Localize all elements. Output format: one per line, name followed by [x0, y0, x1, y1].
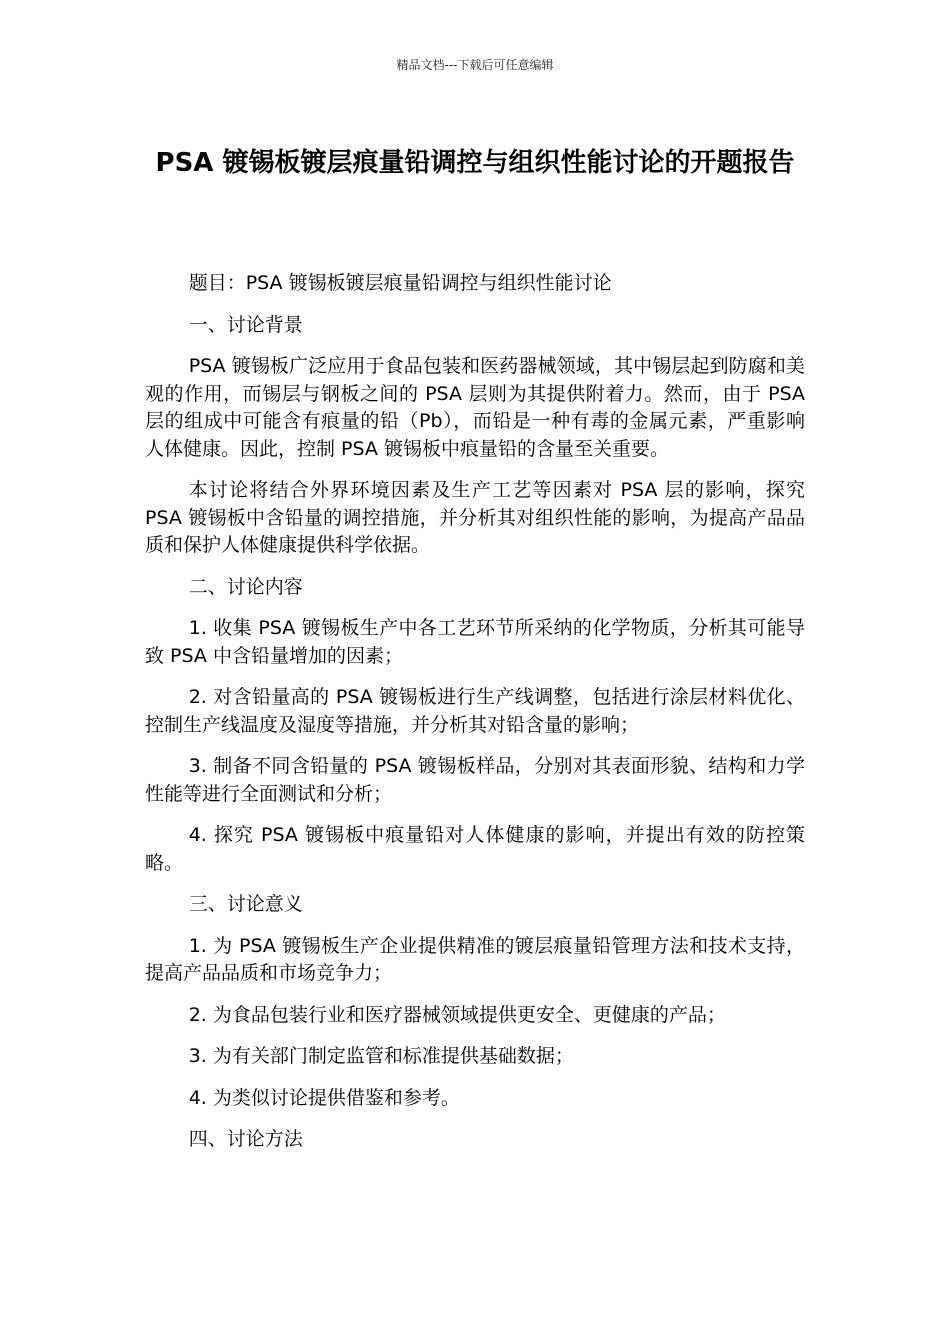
topic-line: 题目：PSA 镀锡板镀层痕量铅调控与组织性能讨论 [188, 272, 612, 294]
section-heading-content: 二、讨论内容 [188, 575, 303, 598]
section-heading-methods: 四、讨论方法 [188, 1128, 303, 1150]
background-paragraph-2: 本讨论将结合外界环境因素及生产工艺等因素对 PSA 层的影响，探究 PSA 镀锡板中含铅量的调控措施，并分析其对组织性能的影响，为提高产品品质和保护人体健康提供科学依据。 [145, 479, 805, 556]
content-item-2: 2. 对含铅量高的 PSA 镀锡板进行生产线调整，包括进行涂层材料优化、控制生产线温度及湿度等措施，并分析其对铅含量的影响； [145, 686, 805, 736]
page-header-note: 精品文档---下载后可任意编辑 [396, 58, 554, 72]
significance-item-4: 4. 为类似讨论提供借鉴和参考。 [188, 1086, 460, 1109]
background-paragraph-1: PSA 镀锡板广泛应用于食品包装和医药器械领域，其中锡层起到防腐和美观的作用，而锡层与钢板之间的 PSA 层则为其提供附着力。然而，由于 PSA 层的组成中可能含有痕量的铅（Pb），而铅是一种有毒的金属元素，严重影响人体健康。因此，控制 PSA 镀锡板中痕量铅的含量至关重要。 [145, 355, 805, 460]
significance-item-1: 1. 为 PSA 镀锡板生产企业提供精准的镀层痕量铅管理方法和技术支持，提高产品品质和市场竞争力； [145, 934, 805, 984]
content-item-3: 3. 制备不同含铅量的 PSA 镀锡板样品，分别对其表面形貌、结构和力学性能等进行全面测试和分析； [145, 755, 805, 805]
significance-item-2: 2. 为食品包装行业和医疗器械领域提供更安全、更健康的产品； [188, 1003, 726, 1026]
document-body [145, 270, 805, 1168]
section-heading-significance: 三、讨论意义 [188, 893, 303, 915]
significance-item-3: 3. 为有关部门制定监管和标准提供基础数据； [188, 1045, 574, 1067]
content-item-1: 1. 收集 PSA 镀锡板生产中各工艺环节所采纳的化学物质，分析其可能导致 PSA 中含铅量增加的因素； [145, 617, 805, 667]
document-title: PSA 镀锡板镀层痕量铅调控与组织性能讨论的开题报告 [155, 148, 795, 178]
content-item-4: 4. 探究 PSA 镀锡板中痕量铅对人体健康的影响，并提出有效的防控策略。 [145, 824, 805, 874]
section-heading-background: 一、讨论背景 [188, 313, 303, 336]
